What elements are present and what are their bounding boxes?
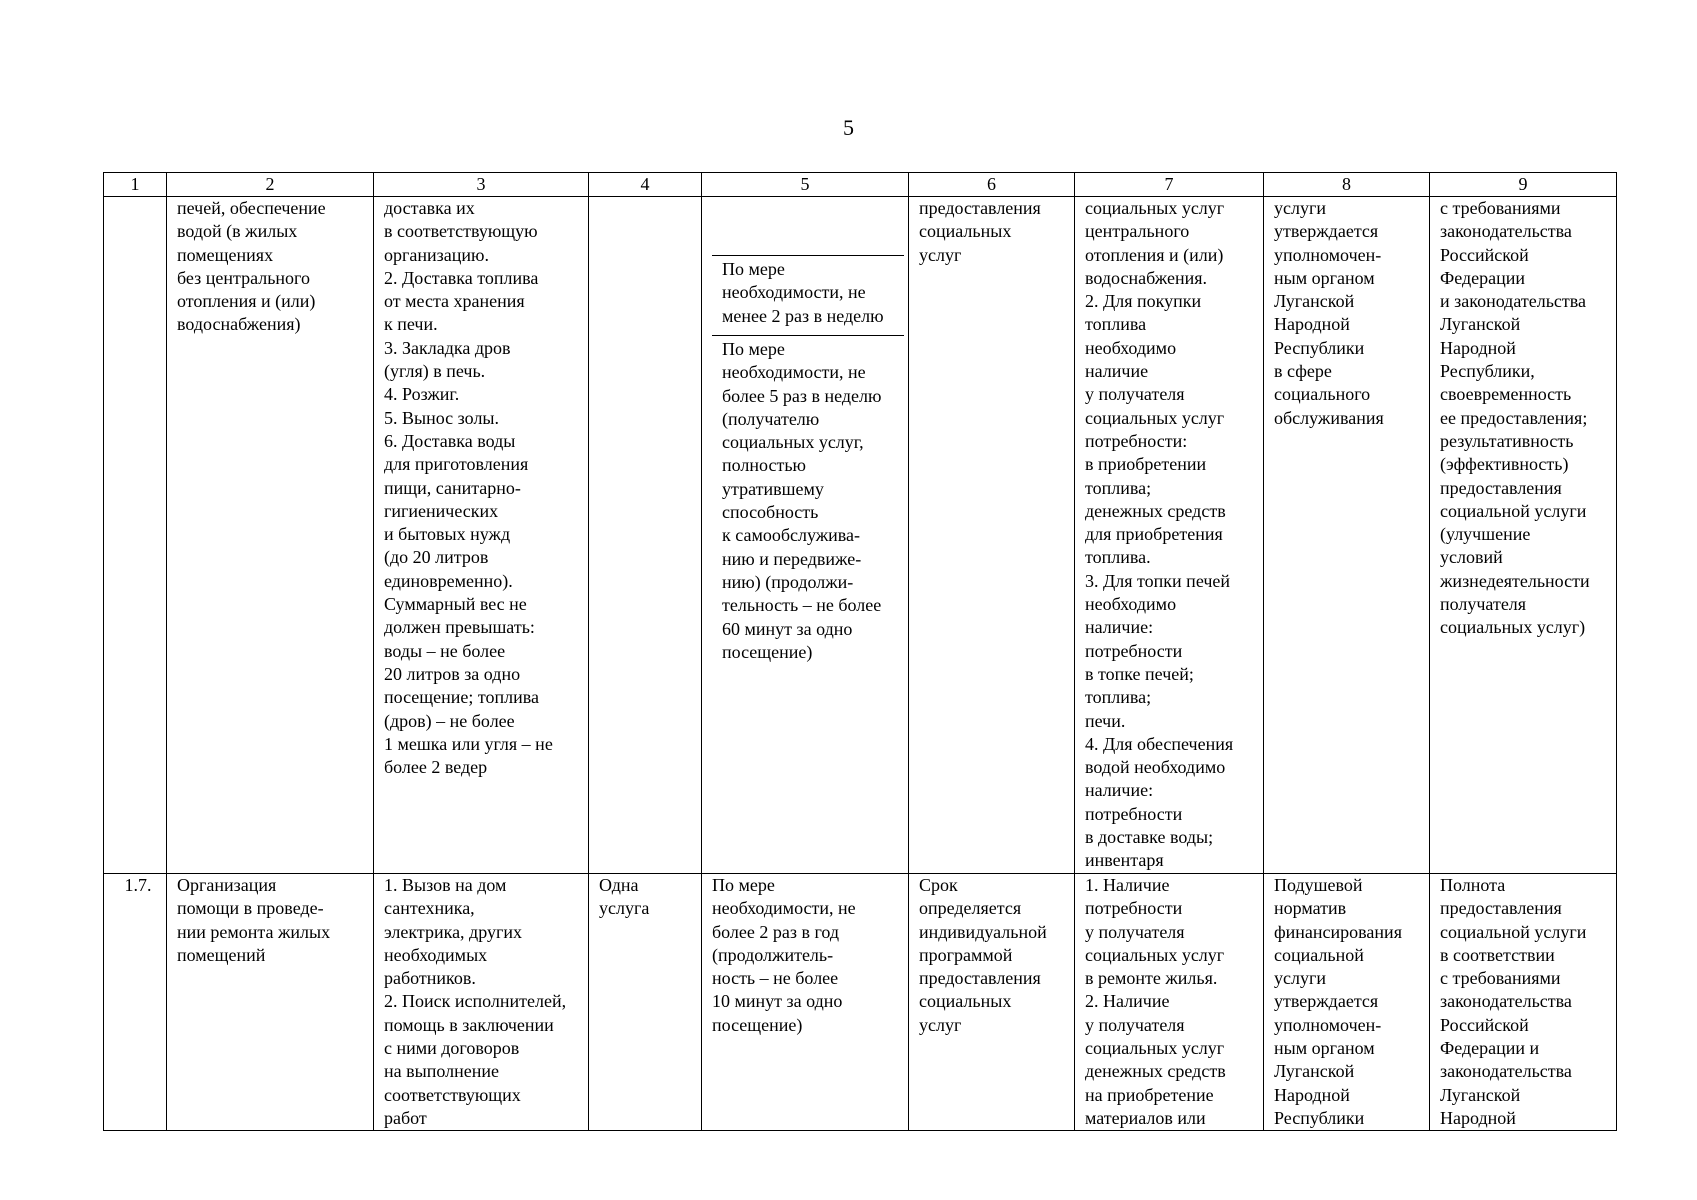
column-number: 1 xyxy=(104,173,167,197)
service-name-cell: печей, обеспечение водой (в жилых помещениях без центрального отопления и (или) водоснабжения) xyxy=(167,197,374,874)
column-number: 4 xyxy=(589,173,702,197)
table-row xyxy=(104,874,1617,1131)
conditions-cell: социальных услуг центрального отопления и (или) водоснабжения. 2. Для покупки топлива необходимо наличие у получателя социальных услуг потребности: в приобретении топлива; денежных средств для приобретения топлива. 3. Для топки печей необходимо наличие: потребности в топке печей; топлива; печи. 4. Для обеспечения водой необходимо наличие: потребности в доставке воды; инвентаря xyxy=(1075,197,1264,874)
financing-cell: Подушевой норматив финансирования социальной услуги утверждается уполномочен- ным органом Луганской Народной Республики xyxy=(1264,874,1430,1131)
conditions-cell: 1. Наличие потребности у получателя социальных услуг в ремонте жилья. 2. Наличие у получателя социальных услуг денежных средств на приобретение материалов или xyxy=(1075,874,1264,1131)
service-name-cell: Организация помощи в проведе- нии ремонта жилых помещений xyxy=(167,874,374,1131)
service-description-cell: 1. Вызов на дом сантехника, электрика, других необходимых работников. 2. Поиск исполнителей, помощь в заключении с ними договоров на выполнение соответствующих работ xyxy=(374,874,589,1131)
item-number xyxy=(104,197,167,874)
column-number: 7 xyxy=(1075,173,1264,197)
column-number: 9 xyxy=(1430,173,1617,197)
column-number: 3 xyxy=(374,173,589,197)
item-number: 1.7. xyxy=(104,874,167,1131)
frequency-part xyxy=(712,197,904,255)
unit-cell xyxy=(589,197,702,874)
table-row xyxy=(104,197,1617,874)
frequency-cell: По мере необходимости, не более 2 раз в год (продолжитель- ность – не более 10 минут за одно посещение) xyxy=(702,874,909,1131)
services-table xyxy=(103,172,1617,1131)
unit-cell: Одна услуга xyxy=(589,874,702,1131)
frequency-part: По мере необходимости, не более 5 раз в неделю (получателю социальных услуг, полностью утратившему способность к самообслужива- нию и передвиже- нию) (продолжи- тельность – не более 60 минут за одно посещение) xyxy=(712,335,904,873)
column-number: 6 xyxy=(909,173,1075,197)
frequency-part: По мере необходимости, не менее 2 раз в неделю xyxy=(712,255,904,335)
frequency-cell xyxy=(702,197,909,874)
term-cell: Срок определяется индивидуальной программой предоставления социальных услуг xyxy=(909,874,1075,1131)
quality-cell: Полнота предоставления социальной услуги в соответствии с требованиями законодательства Российской Федерации и законодательства Луганской Народной xyxy=(1430,874,1617,1131)
service-description-cell: доставка их в соответствующую организацию. 2. Доставка топлива от места хранения к печи. 3. Закладка дров (угля) в печь. 4. Розжиг. 5. Вынос золы. 6. Доставка воды для приготовления пищи, санитарно- гигиенических и бытовых нужд (до 20 литров единовременно). Суммарный вес не должен превышать: воды – не более 20 литров за одно посещение; топлива (дров) – не более 1 мешка или угля – не более 2 ведер xyxy=(374,197,589,874)
column-number: 8 xyxy=(1264,173,1430,197)
page-number: 5 xyxy=(843,115,854,140)
term-cell: предоставления социальных услуг xyxy=(909,197,1075,874)
financing-cell: услуги утверждается уполномочен- ным органом Луганской Народной Республики в сфере социального обслуживания xyxy=(1264,197,1430,874)
column-number-row xyxy=(104,173,1617,197)
quality-cell: с требованиями законодательства Российской Федерации и законодательства Луганской Народной Республики, своевременность ее предоставления; результативность (эффективность) предоставления социальной услуги (улучшение условий жизнедеятельности получателя социальных услуг) xyxy=(1430,197,1617,874)
column-number: 5 xyxy=(702,173,909,197)
column-number: 2 xyxy=(167,173,374,197)
